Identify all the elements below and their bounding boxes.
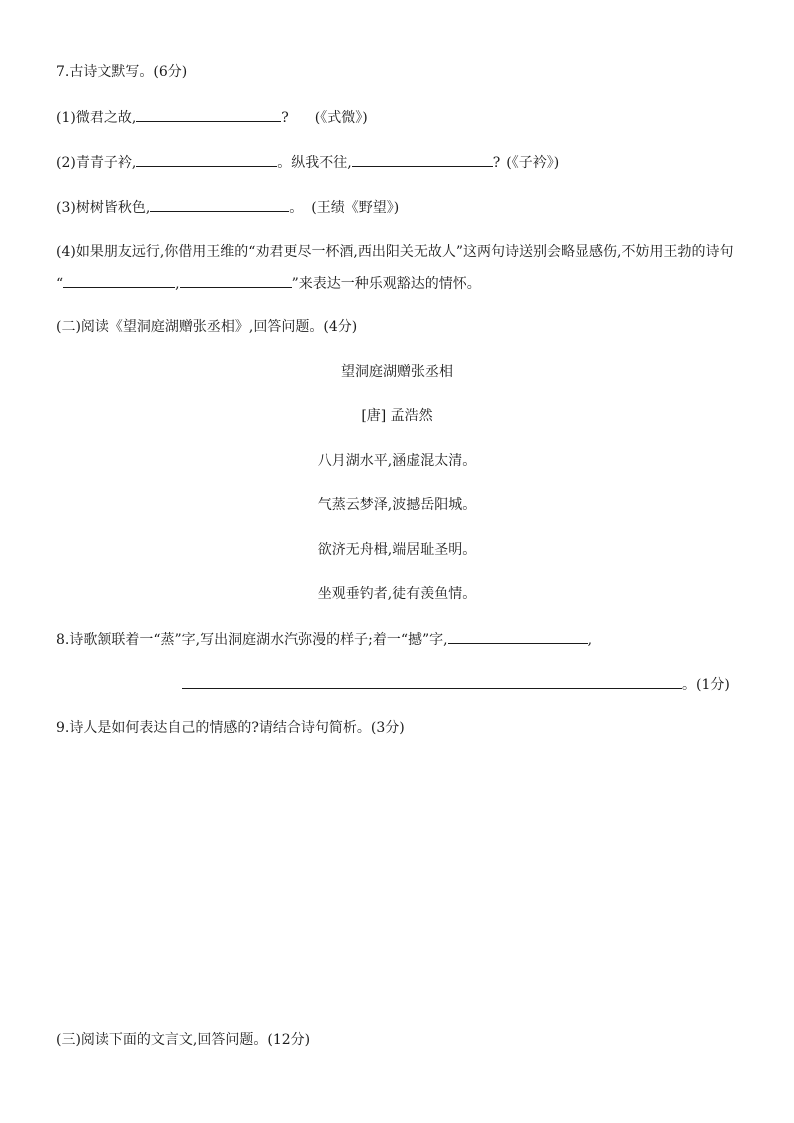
open-quote: “ [56,276,64,292]
item-2-suffix: ? [492,155,501,171]
poem-line-1: 八月湖水平,涵虚混太清。 [317,453,477,469]
question-7-title: 7.古诗文默写。(6分) [56,64,188,80]
item-1-source: (《式微》) [314,110,368,126]
poem-author: [唐] 孟浩然 [361,408,433,424]
poem-line-4: 坐观垂钓者,徒有羡鱼情。 [317,586,477,602]
item-1-suffix: ? [281,110,289,126]
answer-blank-3[interactable] [150,197,289,212]
question-7-item-4-line-1: (4)如果朋友远行,你借用王维的“劝君更尽一杯酒,西出阳关无故人”这两句诗送别会略显感伤,不妨用王勃的诗句 [56,244,734,260]
answer-blank-2b[interactable] [352,152,493,167]
section-2-heading: (二)阅读《望洞庭湖赠张丞相》,回答问题。(4分) [56,319,358,335]
answer-blank-8a[interactable] [448,629,588,644]
question-8-text: 8.诗歌颔联着一“蒸”字,写出洞庭湖水汽弥漫的样子;着一“撼”字, [56,632,448,648]
item-2-source: (《子衿》) [506,155,560,171]
question-7-item-3 [56,197,399,218]
item-1-prefix: (1)微君之故, [56,110,137,126]
question-9: 9.诗人是如何表达自己的情感的?请结合诗句简析。(3分) [56,720,405,736]
answer-blank-1[interactable] [136,107,281,122]
question-8-comma: , [587,632,593,648]
answer-blank-4b[interactable] [180,273,292,288]
section-3-heading: (三)阅读下面的文言文,回答问题。(12分) [56,1032,311,1048]
item-2-prefix: (2)青青子衿, [56,155,137,171]
question-7-item-1 [56,107,368,128]
answer-blank-2a[interactable] [136,152,277,167]
poem-title: 望洞庭湖赠张丞相 [341,364,453,380]
question-8-line-2 [182,674,730,695]
poem-line-2: 气蒸云梦泽,波撼岳阳城。 [317,497,477,513]
answer-blank-8b[interactable] [182,674,682,689]
question-9-answer-area[interactable] [56,745,736,1015]
item-3-suffix: 。 [289,200,304,216]
item-3-prefix: (3)树树皆秋色, [56,200,151,216]
quote-comma: , [175,276,180,292]
item-2-middle: 。纵我不往, [277,155,352,171]
question-7-item-4-line-2 [56,273,481,294]
item-4-tail: ”来表达一种乐观豁达的情怀。 [291,276,481,292]
answer-blank-4a[interactable] [63,273,175,288]
item-3-source: (王绩《野望》) [311,200,400,216]
poem-line-3: 欲济无舟楫,端居耻圣明。 [317,542,477,558]
question-7-item-2 [56,152,559,173]
question-8 [56,629,592,650]
question-8-tail: 。(1分) [682,677,730,693]
